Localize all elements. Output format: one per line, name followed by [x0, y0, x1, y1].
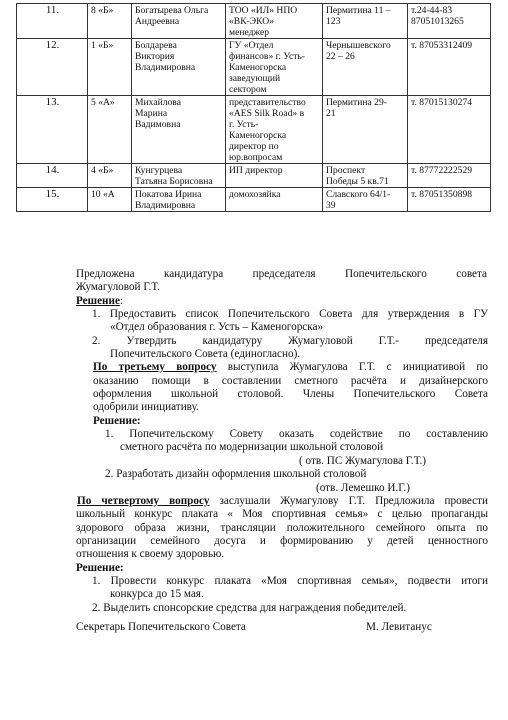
cell-workplace [226, 188, 323, 212]
decision-2-item-1-line-1: 1. Попечительскому Совету оказать содействие по составлению [105, 428, 488, 441]
cell-workplace-line: юр.вопросам [229, 152, 283, 163]
cell-class: 4 «Б» [88, 164, 132, 188]
cell-phone-line: т. 87051350898 [411, 189, 473, 200]
cell-phone [408, 39, 491, 96]
decision-2-item-1-line-2: сметного расчёта по модернизации школьной столовой [120, 441, 384, 454]
candidacy-line-2: Жумагуловой Г.Т. [76, 281, 160, 294]
question-4-line-5: отношения к своему здоровью. [76, 548, 225, 561]
cell-number: 12. [17, 39, 88, 96]
cell-phone [408, 164, 491, 188]
signature-title: Секретарь Попечительского Совета [76, 620, 246, 633]
cell-address [323, 39, 408, 96]
decision-3-item-2: 2. Выделить спонсорские средства для награждения победителей. [92, 601, 407, 614]
cell-phone [408, 188, 491, 212]
cell-class: 10 «А [88, 188, 132, 212]
cell-address-line: Чернышевского [326, 40, 391, 51]
members-table [16, 3, 491, 212]
cell-number: 11. [17, 4, 88, 39]
cell-phone [408, 4, 491, 39]
cell-workplace-line: представительство [229, 97, 306, 108]
cell-full-name-line: Михайлова [135, 97, 181, 108]
cell-full-name-line: Богатырева Ольга [135, 5, 209, 16]
question-4-line-4: организации семейного досуга и формированию у детей ценностного [76, 534, 488, 547]
cell-phone [408, 96, 491, 164]
cell-full-name [132, 4, 226, 39]
cell-workplace-line: «AES Silk Road» в [229, 108, 305, 119]
cell-workplace [226, 39, 323, 96]
cell-address-line: 123 [326, 16, 341, 27]
cell-address-line: 39 [326, 200, 336, 211]
decision-3-item-1-line-2: конкурса до 15 мая. [110, 588, 204, 601]
decision-1-item-1-line-2: «Отдел образования г. Усть – Каменогорска» [110, 321, 324, 334]
cell-phone-line: т. 87015130274 [411, 97, 473, 108]
cell-workplace-line: директор по [229, 141, 279, 152]
cell-address-line: 22 – 26 [326, 51, 355, 62]
cell-full-name-line: Вадимовна [135, 119, 181, 130]
members-table-body [17, 4, 491, 212]
decision-2-item-2: 2. Разработать дизайн оформления школьной столовой [105, 468, 367, 481]
cell-full-name [132, 188, 226, 212]
minutes-text [0, 268, 508, 634]
cell-address-line: Победы 5 кв.71 [326, 176, 389, 187]
cell-class: 1 «Б» [88, 39, 132, 96]
cell-full-name-line: Виктория [135, 51, 175, 62]
signature-name: М. Левитанус [366, 620, 432, 633]
decision-1-item-2-line-2: Попечительского Совета (единогласно). [110, 348, 301, 361]
cell-full-name-line: Болдарева [135, 40, 177, 51]
table-row [17, 4, 491, 39]
cell-address-line: Пермитина 29- [326, 97, 387, 108]
question-3-line-2: оказанию помощи в составлении сметного расчёта и дизайнерского [93, 374, 488, 387]
table-row [17, 188, 491, 212]
cell-workplace-line: «ВК-ЭКО» [229, 16, 275, 27]
decision-heading-3: Решение: [76, 561, 124, 574]
cell-full-name-line: Владимировна [135, 62, 196, 73]
cell-workplace-line: заведующий [229, 73, 281, 84]
cell-full-name-line: Марина [135, 108, 168, 119]
cell-full-name-line: Кунгурцева [135, 165, 183, 176]
cell-class: 5 «А» [88, 96, 132, 164]
cell-phone-line: т.24-44-83 [411, 5, 453, 16]
cell-address [323, 96, 408, 164]
cell-workplace-line: сектором [229, 84, 267, 95]
question-3-line-1: По третьему вопросу выступила Жумагулова Г.Т. с инициативой по [93, 361, 488, 374]
table-row [17, 164, 491, 188]
cell-full-name [132, 39, 226, 96]
decision-1-item-1-line-1: 1. Предоставить список Попечительского Совета для утверждения в ГУ [92, 308, 488, 321]
cell-number: 14. [17, 164, 88, 188]
cell-workplace [226, 4, 323, 39]
cell-workplace-line: менеджер [229, 27, 270, 38]
cell-workplace-line: Каменогорска [229, 62, 287, 73]
cell-address-line: Славского 64/1- [326, 189, 391, 200]
question-3-line-3: оформления школьной столовой. Члены Попечительского Совета [93, 388, 488, 401]
cell-full-name-line: Татьяна Борисовна [135, 176, 213, 187]
cell-workplace-line: г. Усть- [229, 119, 259, 130]
question-4-line-2: школьный конкурс плаката « Моя спортивная семья» с целью пропаганды [76, 508, 488, 521]
responsible-1: ( отв. ПС Жумагулова Г.Т.) [299, 454, 426, 467]
decision-heading-1: Решение: [76, 294, 124, 307]
cell-phone-line: т. 87053312409 [411, 40, 473, 51]
cell-phone-line: 87051013265 [411, 16, 464, 27]
cell-workplace-line: ИП директор [229, 165, 283, 176]
cell-workplace-line: ТОО «ИЛ» НПО [229, 5, 298, 16]
cell-address-line: Пермитина 11 – [326, 5, 391, 16]
question-3-line-4: одобрили инициативу. [93, 401, 199, 414]
cell-address [323, 188, 408, 212]
cell-full-name [132, 96, 226, 164]
cell-address-line: 21 [326, 108, 336, 119]
cell-number: 15. [17, 188, 88, 212]
decision-3-item-1-line-1: 1. Провести конкурс плаката «Моя спортивная семья», подвести итоги [92, 574, 488, 587]
cell-full-name-line: Андреевна [135, 16, 180, 27]
cell-phone-line: т. 87772222529 [411, 165, 473, 176]
cell-address [323, 4, 408, 39]
cell-workplace-line: ГУ «Отдел [229, 40, 274, 51]
responsible-2: (отв. Лемешко И.Г.) [316, 481, 410, 494]
cell-address [323, 164, 408, 188]
decision-heading-2: Решение: [93, 414, 141, 427]
cell-class: 8 «Б» [88, 4, 132, 39]
cell-workplace-line: Каменогорска [229, 130, 287, 141]
cell-full-name-line: Владимировна [135, 200, 196, 211]
cell-number: 13. [17, 96, 88, 164]
question-4-line-1: По четвертому вопросу заслушали Жумагулову Г.Т. Предложила провести [77, 494, 488, 507]
table-row [17, 96, 491, 164]
question-4-line-3: здорового образа жизни, трансляции положительного семейного опыта по [76, 521, 488, 534]
decision-1-item-2-line-1: 2. Утвердить кандидатуру Жумагуловой Г.Т.- председателя [92, 334, 488, 347]
cell-workplace-line: финансов» г. Усть- [229, 51, 305, 62]
cell-workplace [226, 96, 323, 164]
cell-workplace [226, 164, 323, 188]
candidacy-line-1: Предложена кандидатура председателя Попечительского совета [76, 268, 487, 280]
cell-full-name [132, 164, 226, 188]
cell-address-line: Проспект [326, 165, 366, 176]
cell-workplace-line: домохозяйка [229, 189, 281, 200]
table-row [17, 39, 491, 96]
cell-full-name-line: Покатова Ирина [135, 189, 202, 200]
signature-line [0, 621, 508, 634]
